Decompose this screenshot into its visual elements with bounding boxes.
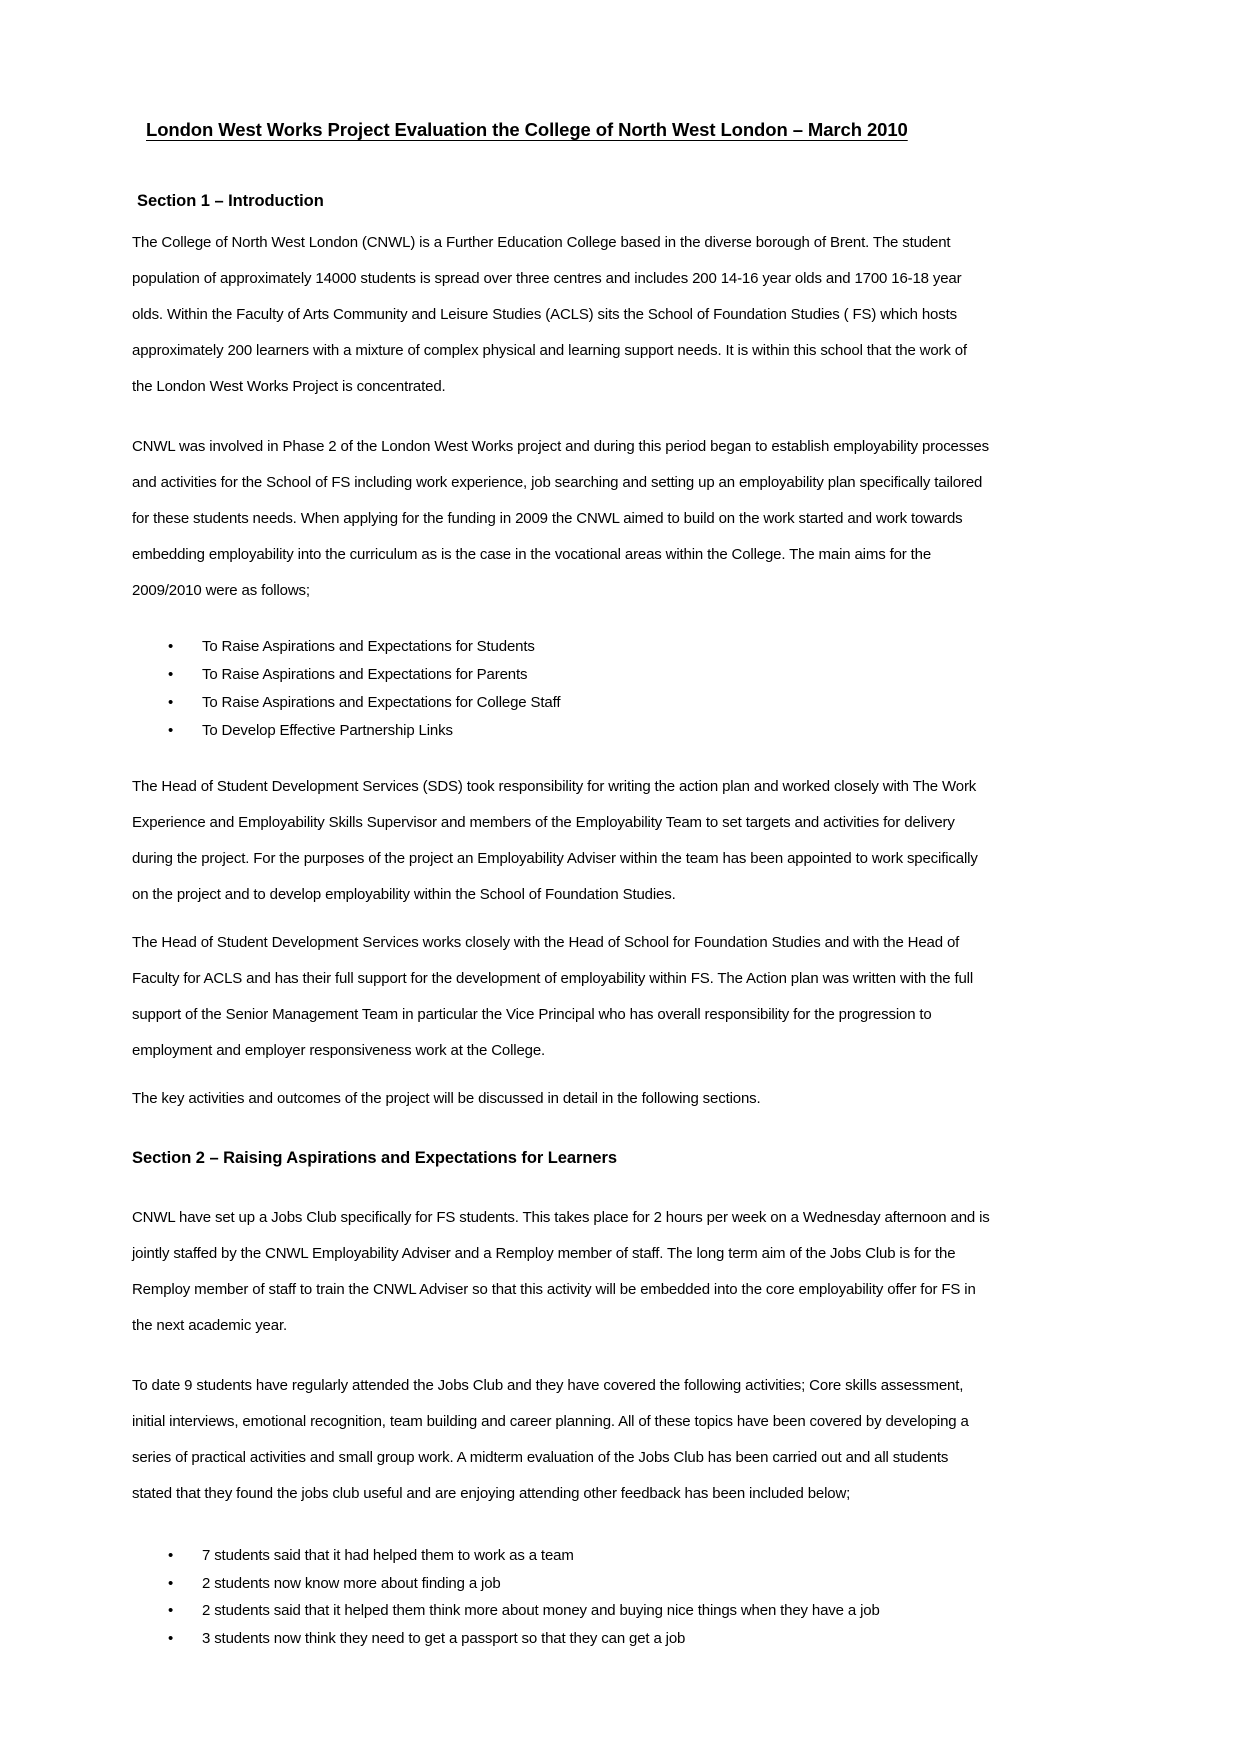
section-1-paragraph-2: CNWL was involved in Phase 2 of the London West Works project and during this period began to establish employability processes and activities for the School of FS including work experience, job searching and setting up an employability plan specifically tailored for these students needs. When applying for the funding in 2009 the CNWL aimed to build on the work started and work towards embedding employability into the curriculum as is the case in the vocational areas within the College. The main aims for the 2009/2010 were as follows; bbox=[132, 438, 989, 600]
section-1-paragraph-1: The College of North West London (CNWL) is a Further Education College based in the diverse borough of Brent. The student population of approximately 14000 students is spread over three centres and includes 200 14-16 year olds and 1700 16-18 year olds. Within the Faculty of Arts Community and Leisure Studies (ACLS) sits the School of Foundation Studies ( FS) which hosts approximately 200 learners with a mixture of complex physical and learning support needs. It is within this school that the work of the London West Works Project is concentrated. bbox=[132, 234, 967, 396]
list-item-label: To Raise Aspirations and Expectations for College Staff bbox=[202, 694, 561, 712]
bullet-icon: • bbox=[168, 694, 174, 712]
section-1-paragraph-4: The Head of Student Development Services works closely with the Head of School for Foundation Studies and with the Head of Faculty for ACLS and has their full support for the development of employability within FS. The Action plan was written with the full support of the Senior Management Team in particular the Vice Principal who has overall responsibility for the progression to employment and employer responsiveness work at the College. bbox=[132, 934, 974, 1060]
section-2-heading: Section 2 – Raising Aspirations and Expectations for Learners bbox=[132, 1149, 618, 1168]
bullet-icon: • bbox=[168, 1602, 174, 1620]
bullet-icon: • bbox=[168, 1629, 174, 1647]
spacer bbox=[132, 213, 990, 225]
section-2-paragraph-2: To date 9 students have regularly attended the Jobs Club and they have covered the following activities; Core skills assessment, initial interviews, emotional recognition, team building and career planning. All of these topics have been covered by developing a series of practical activities and small group work. A midterm evaluation of the Jobs Club has been carried out and all students stated that they found the jobs club useful and are enjoying attending other feedback has been included below; bbox=[132, 1377, 969, 1503]
list-item bbox=[132, 1542, 990, 1570]
list-item-label: 3 students now think they need to get a passport so that they can get a job bbox=[202, 1629, 686, 1647]
list-item bbox=[132, 661, 990, 689]
bullet-icon: • bbox=[168, 1574, 174, 1592]
list-item-label: To Raise Aspirations and Expectations for Parents bbox=[202, 666, 528, 684]
list-item bbox=[132, 1625, 990, 1653]
section-1-paragraph-5: The key activities and outcomes of the project will be discussed in detail in the following sections. bbox=[132, 1090, 761, 1108]
bullet-icon: • bbox=[168, 722, 174, 740]
list-item-label: 2 students said that it helped them think more about money and buying nice things when they have a job bbox=[202, 1602, 880, 1620]
list-item bbox=[132, 633, 990, 661]
list-item bbox=[132, 689, 990, 717]
spacer bbox=[132, 1117, 990, 1147]
list-item-label: 2 students now know more about finding a job bbox=[202, 1574, 501, 1592]
bullet-icon: • bbox=[168, 666, 174, 684]
spacer bbox=[132, 913, 990, 925]
section-1-aims-list bbox=[132, 633, 990, 745]
list-item-label: To Raise Aspirations and Expectations for Students bbox=[202, 638, 535, 656]
spacer bbox=[132, 405, 990, 429]
section-1-heading: Section 1 – Introduction bbox=[137, 191, 324, 210]
list-item bbox=[132, 1597, 990, 1625]
spacer bbox=[132, 1512, 990, 1542]
document-title: London West Works Project Evaluation the College of North West London – March 2010 bbox=[146, 119, 908, 140]
bullet-icon: • bbox=[168, 1547, 174, 1565]
section-2-paragraph-1: CNWL have set up a Jobs Club specifically for FS students. This takes place for 2 hours per week on a Wednesday afternoon and is jointly staffed by the CNWL Employability Adviser and a Remploy member of staff. The long term aim of the Jobs Club is for the Remploy member of staff to train the CNWL Adviser so that this activity will be embedded into the core employability offer for FS in the next academic year. bbox=[132, 1209, 990, 1335]
section-1-paragraph-3: The Head of Student Development Services (SDS) took responsibility for writing the action plan and worked closely with The Work Experience and Employability Skills Supervisor and members of the Employability Team to set targets and activities for delivery during the project. For the purposes of the project an Employability Adviser within the team has been appointed to work specifically on the project and to develop employability within the School of Foundation Studies. bbox=[132, 778, 978, 904]
spacer bbox=[132, 1170, 990, 1200]
bullet-icon: • bbox=[168, 638, 174, 656]
list-item bbox=[132, 717, 990, 745]
spacer bbox=[132, 1344, 990, 1368]
section-2-feedback-list bbox=[132, 1542, 990, 1652]
spacer bbox=[132, 609, 990, 633]
list-item-label: To Develop Effective Partnership Links bbox=[202, 722, 453, 740]
list-item-label: 7 students said that it had helped them to work as a team bbox=[202, 1547, 574, 1565]
spacer bbox=[132, 1069, 990, 1081]
spacer bbox=[132, 745, 990, 769]
list-item bbox=[132, 1570, 990, 1598]
